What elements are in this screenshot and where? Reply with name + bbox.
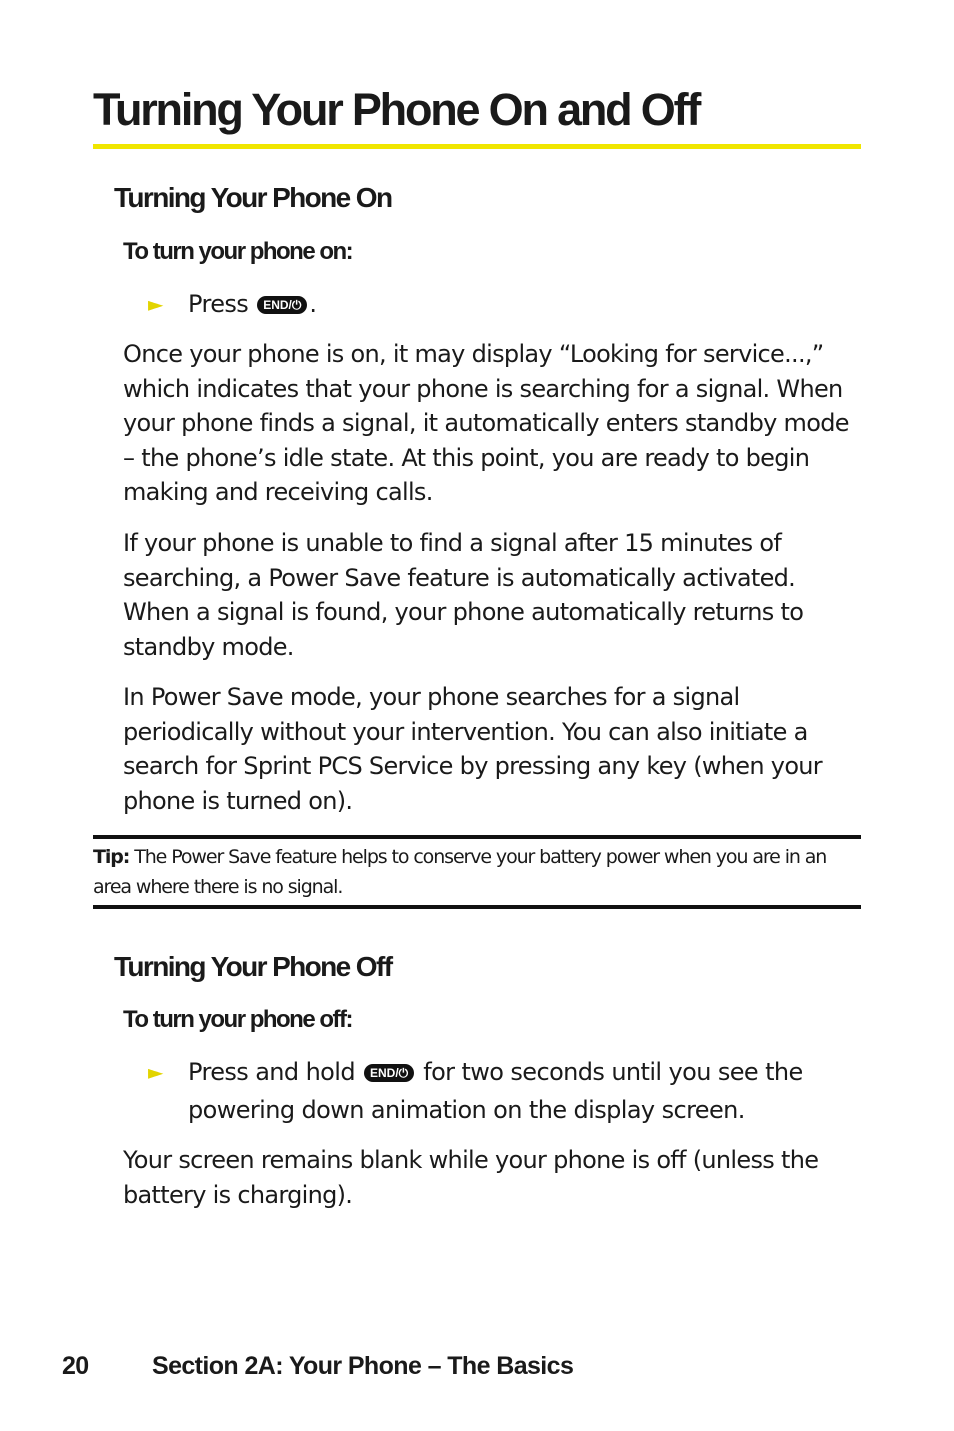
step-text-before: Press and hold [188,1058,355,1086]
tip-text: The Power Save feature helps to conserve your battery power when you are in an area where there is no signal. [93,846,827,898]
step-text-before: Press [188,290,249,318]
title-rule [93,144,861,149]
paragraph-power-save-activation: If your phone is unable to find a signal after 15 minutes of searching, a Power Save feature is automatically activated. When a signal is found, your phone automatically returns to standby mode. [123,529,804,661]
section-footer-label: Section 2A: Your Phone – The Basics [152,1352,574,1380]
step-press-and-hold-end [148,1053,848,1129]
end-power-key-icon: END/⏻ [364,1064,414,1082]
paragraph-screen-blank: Your screen remains blank while your phone is off (unless the battery is charging). [123,1146,819,1209]
tip-label: Tip: [93,846,130,868]
paragraph-power-save-mode: In Power Save mode, your phone searches for a signal periodically without your intervention. You can also initiate a search for Sprint PCS Service by pressing any key (when your phone is turned on). [123,683,822,815]
subheading-turn-on: To turn your phone on: [123,238,353,265]
subheading-turn-off: To turn your phone off: [123,1006,352,1033]
bullet-arrow-icon: ► [148,292,163,316]
step-text-after: . [309,290,317,318]
step-press-end [148,285,848,323]
section-heading-turn-off: Turning Your Phone Off [114,951,392,982]
tip-box [93,842,861,902]
tip-bottom-rule [93,905,861,909]
page-number: 20 [62,1352,89,1380]
bullet-arrow-icon: ► [148,1060,163,1084]
end-power-key-icon: END/⏻ [257,296,307,314]
page-title: Turning Your Phone On and Off [93,84,700,135]
tip-top-rule [93,835,861,839]
section-heading-turn-on: Turning Your Phone On [114,182,392,213]
step-text-after: for two seconds until you see the powering down animation on the display screen. [188,1058,803,1124]
paragraph-looking-for-service: Once your phone is on, it may display “Looking for service...,” which indicates that your phone is searching for a signal. When your phone finds a signal, it automatically enters standby mode – the phone’s idle state. At this point, you are ready to begin making and receiving calls. [123,340,849,507]
